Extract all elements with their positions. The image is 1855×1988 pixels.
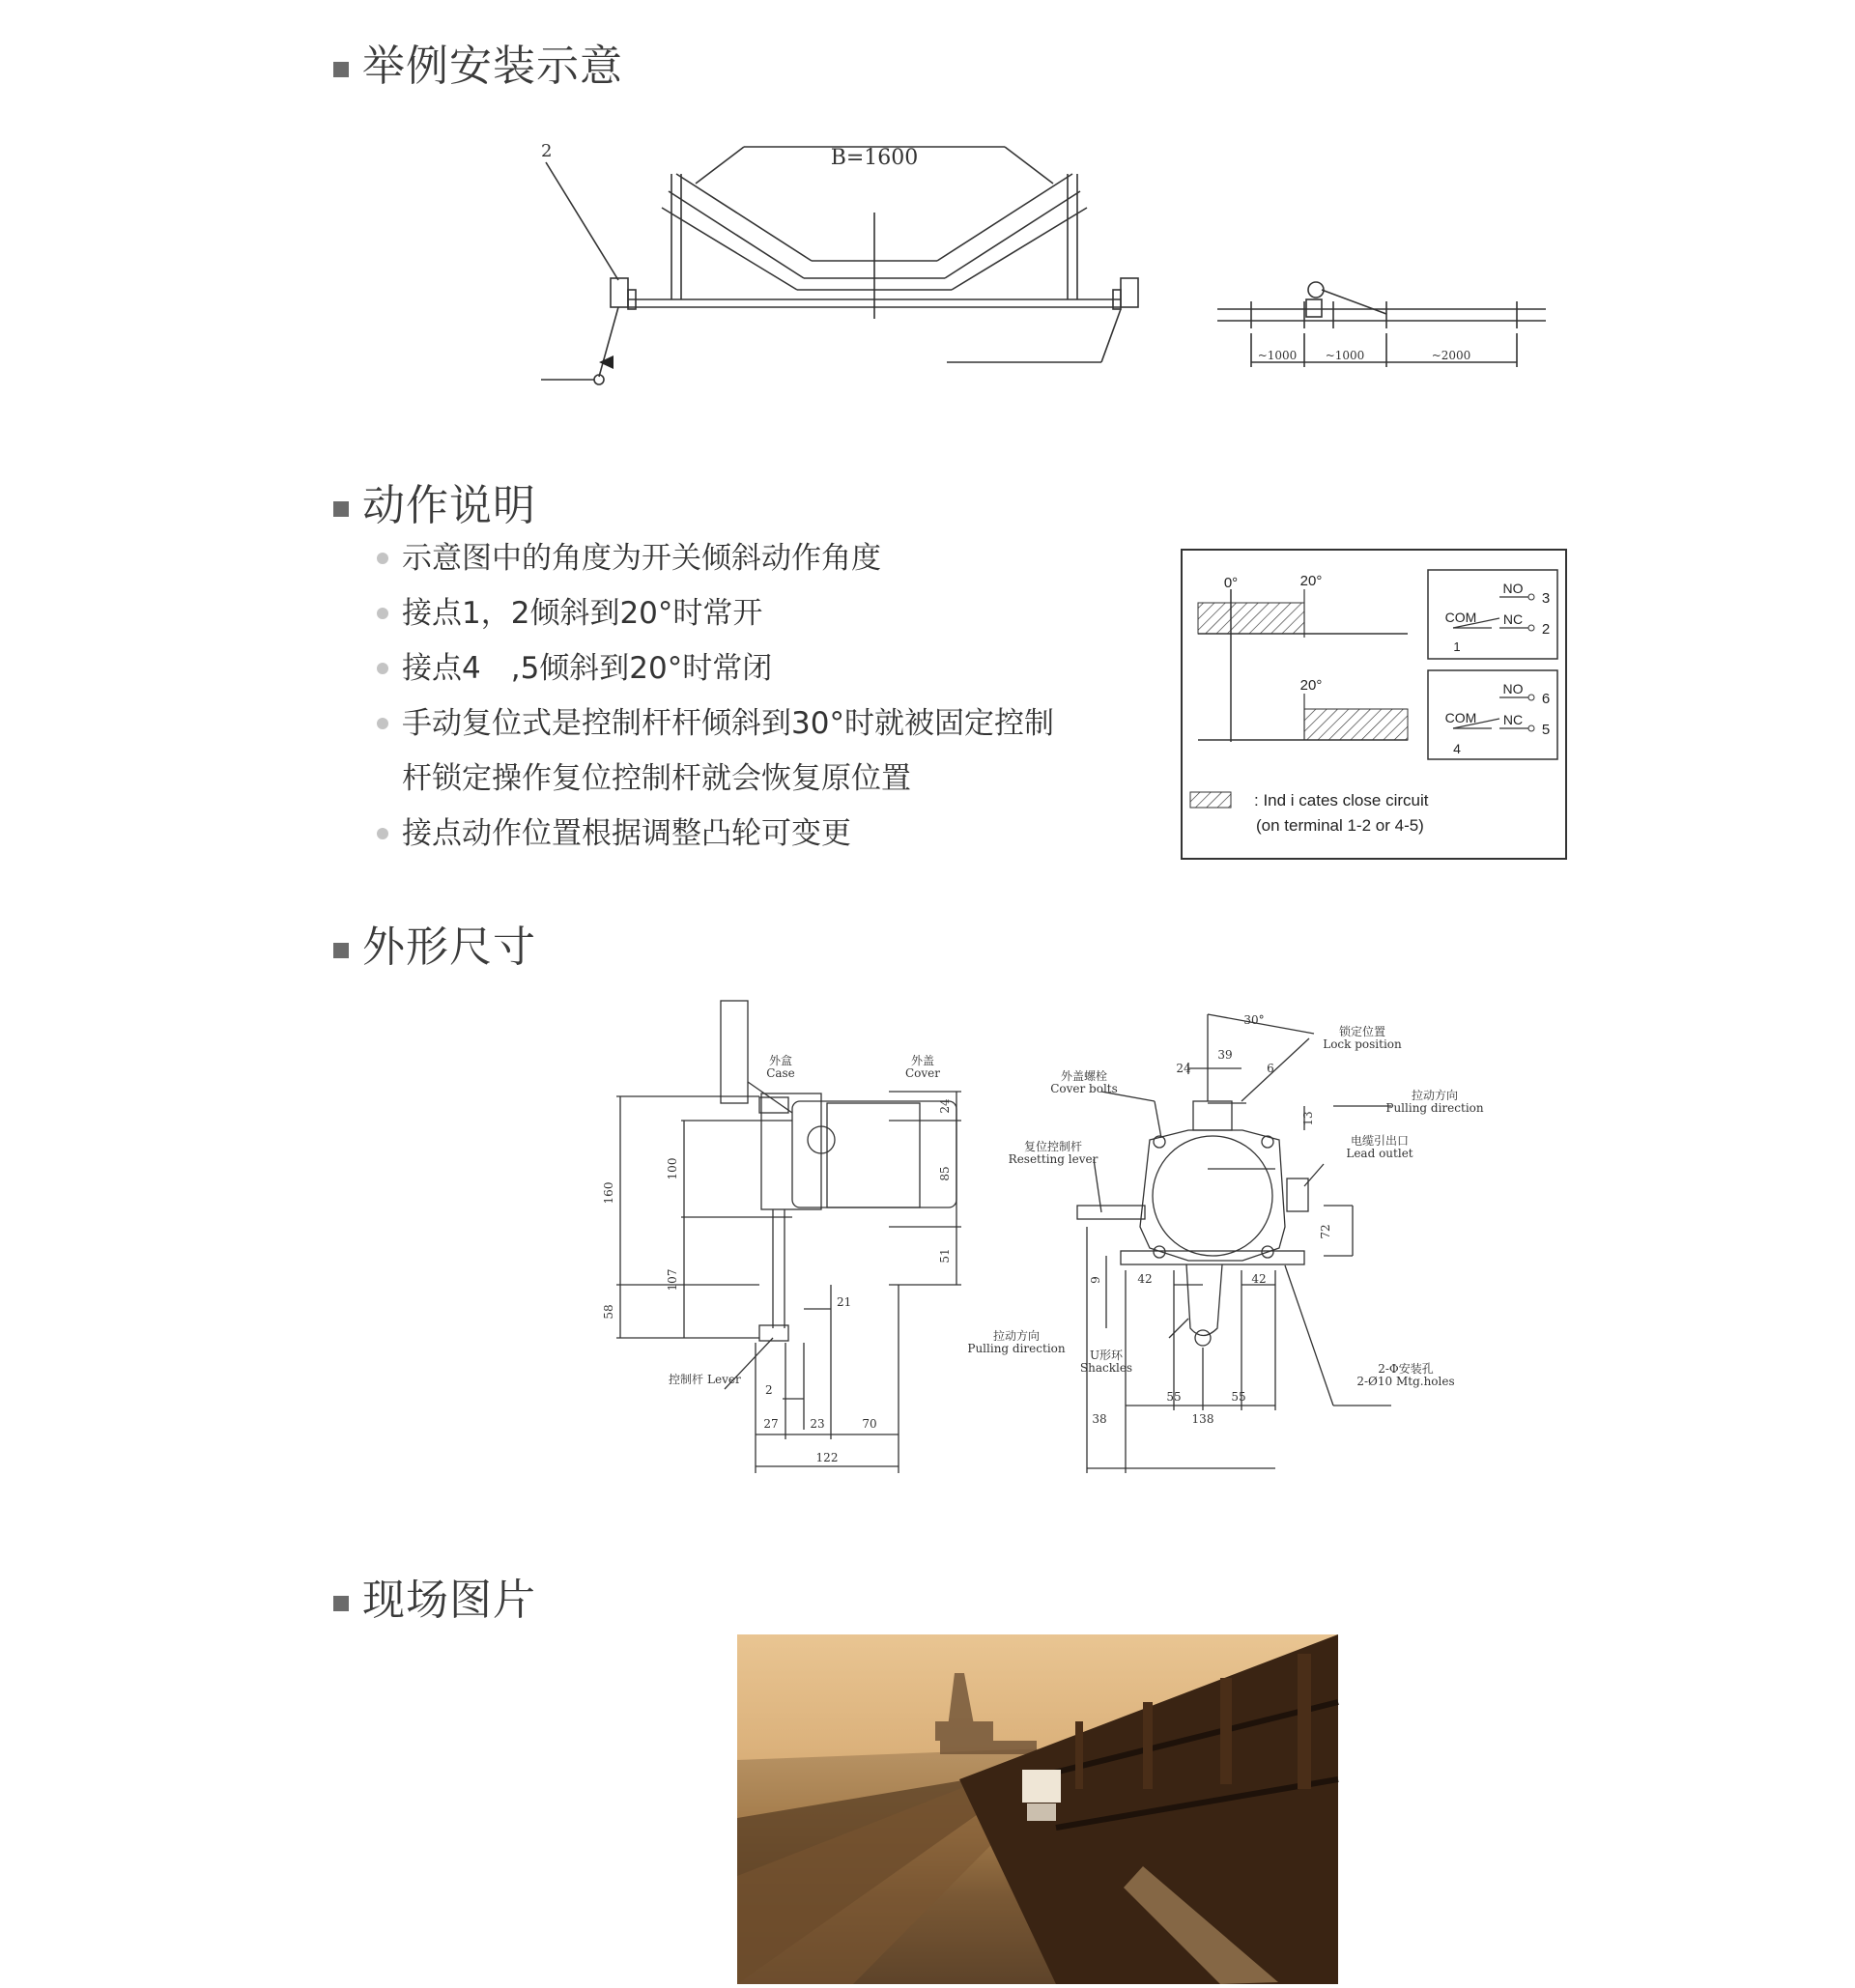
spacing-label: ~1000 xyxy=(1325,349,1365,362)
dim-text: 2 xyxy=(765,1383,773,1397)
bullet-dot xyxy=(377,828,388,839)
dim-text: 9 xyxy=(1089,1276,1102,1284)
nc-label: NC xyxy=(1502,611,1524,627)
part-label-en: Pulling direction xyxy=(967,1342,1066,1355)
section-heading-dims xyxy=(333,912,536,974)
terminal-number: 4 xyxy=(1453,741,1461,756)
part-label-en: Shackles xyxy=(1079,1361,1133,1375)
nc-label: NC xyxy=(1502,712,1524,727)
part-label-cn: 复位控制杆 xyxy=(1023,1140,1083,1153)
dim-text: 160 xyxy=(602,1181,615,1205)
dim-text: 38 xyxy=(1092,1412,1107,1426)
angle-label: 20° xyxy=(1299,573,1323,589)
heading-marker xyxy=(333,62,349,77)
part-label-en: Resetting lever xyxy=(1008,1152,1099,1166)
part-label-cn: 电缆引出口 xyxy=(1350,1134,1410,1148)
part-label-en: Lever xyxy=(707,1373,741,1386)
com-label: COM xyxy=(1444,610,1477,625)
terminal-number: 1 xyxy=(1453,639,1461,654)
dim-text: 122 xyxy=(815,1451,839,1464)
section-title: 现场图片 xyxy=(362,1576,536,1625)
list-item xyxy=(377,641,1054,696)
site-photo-illustration xyxy=(737,1634,1338,1984)
site-photo xyxy=(737,1634,1338,1984)
part-label-en: Cover xyxy=(904,1066,941,1080)
bullet-text: 接点1，2倾斜到20°时常开 xyxy=(402,596,763,631)
dim-text: 6 xyxy=(1267,1062,1274,1075)
part-label-cn: 控制杆 xyxy=(669,1373,704,1386)
part-label-cn: 外盖螺栓 xyxy=(1060,1069,1108,1083)
list-item xyxy=(377,586,1054,641)
part-label-cn: 2-Φ安装孔 xyxy=(1378,1362,1434,1376)
dim-text: 42 xyxy=(1251,1272,1267,1286)
part-label-cn: 锁定位置 xyxy=(1338,1025,1386,1038)
part-label-en: Cover bolts xyxy=(1050,1082,1118,1095)
section-title: 外形尺寸 xyxy=(362,923,536,972)
part-label-en: Pulling direction xyxy=(1385,1101,1484,1115)
bullet-dot xyxy=(377,718,388,729)
com-label: COM xyxy=(1444,710,1477,725)
contact-diagram xyxy=(1181,549,1567,860)
dim-text: 51 xyxy=(938,1248,952,1264)
dim-text: 58 xyxy=(602,1304,615,1320)
section-heading-install xyxy=(333,31,623,93)
section-heading-photo xyxy=(333,1565,536,1627)
part-label-en: Case xyxy=(766,1066,795,1080)
list-item xyxy=(377,531,1054,586)
dim-text: 55 xyxy=(1166,1390,1182,1404)
dimension-drawing xyxy=(599,995,1484,1478)
dim-text: 13 xyxy=(1301,1111,1315,1126)
spacing-label: ~2000 xyxy=(1431,349,1471,362)
callout-number: 2 xyxy=(541,141,553,161)
dim-text: 24 xyxy=(1176,1062,1191,1075)
bullet-text: 示意图中的角度为开关倾斜动作角度 xyxy=(402,541,881,576)
dim-text: 42 xyxy=(1137,1272,1153,1286)
part-label-en: Lead outlet xyxy=(1346,1147,1413,1160)
dim-text: 72 xyxy=(1319,1224,1332,1239)
dim-text: 138 xyxy=(1191,1412,1214,1426)
bullet-text: 接点4 ,5倾斜到20°时常闭 xyxy=(402,651,773,686)
part-label-cn: U形环 xyxy=(1089,1349,1124,1362)
section-heading-action xyxy=(333,470,536,532)
part-label-en: 2-Ø10 Mtg.holes xyxy=(1356,1375,1455,1388)
dim-text: 21 xyxy=(837,1295,852,1309)
angle-label: 20° xyxy=(1299,677,1323,694)
bullet-dot xyxy=(377,663,388,674)
action-bullet-list xyxy=(377,531,1054,862)
dim-text: 85 xyxy=(938,1166,952,1181)
section-title: 动作说明 xyxy=(362,481,536,530)
heading-marker xyxy=(333,501,349,517)
bullet-continuation: 杆锁定操作复位控制杆就会恢复原位置 xyxy=(402,761,911,796)
terminal-number: 5 xyxy=(1541,722,1551,738)
bullet-text: 手动复位式是控制杆杆倾斜到30°时就被固定控制 xyxy=(402,706,1054,741)
terminal-number: 2 xyxy=(1541,621,1551,638)
dim-text: 55 xyxy=(1231,1390,1246,1404)
list-item xyxy=(377,696,1054,752)
dim-text: 70 xyxy=(862,1417,877,1431)
angle-label: 30° xyxy=(1243,1013,1265,1027)
section-title: 举例安装示意 xyxy=(362,42,623,91)
spacing-label: ~1000 xyxy=(1257,349,1298,362)
part-label-en: Lock position xyxy=(1323,1037,1402,1051)
heading-marker xyxy=(333,1596,349,1611)
list-item xyxy=(377,807,1054,862)
legend-text: (on terminal 1-2 or 4-5) xyxy=(1256,816,1424,835)
dim-text: 27 xyxy=(763,1417,779,1431)
no-label: NO xyxy=(1502,681,1524,696)
part-label-cn: 拉动方向 xyxy=(1411,1089,1459,1102)
legend-text: : Ind i cates close circuit xyxy=(1254,791,1429,809)
bullet-text: 接点动作位置根据调整凸轮可变更 xyxy=(402,816,851,851)
dim-text: 39 xyxy=(1217,1048,1233,1062)
terminal-number: 6 xyxy=(1541,691,1551,707)
dim-text: 23 xyxy=(810,1417,825,1431)
no-label: NO xyxy=(1502,581,1524,596)
bullet-dot xyxy=(377,608,388,619)
part-label-cn: 拉动方向 xyxy=(992,1329,1041,1343)
dim-text: 107 xyxy=(666,1268,679,1292)
installation-diagram xyxy=(502,135,1565,406)
belt-width-label: B=1600 xyxy=(830,146,919,170)
part-label-cn: 外盖 xyxy=(910,1054,935,1067)
terminal-number: 3 xyxy=(1541,590,1551,607)
dim-text: 100 xyxy=(666,1157,679,1180)
heading-marker xyxy=(333,943,349,958)
part-label-cn: 外盒 xyxy=(768,1054,793,1067)
bullet-dot xyxy=(377,553,388,564)
dim-text: 24 xyxy=(938,1098,952,1114)
angle-label: 0° xyxy=(1223,575,1239,591)
